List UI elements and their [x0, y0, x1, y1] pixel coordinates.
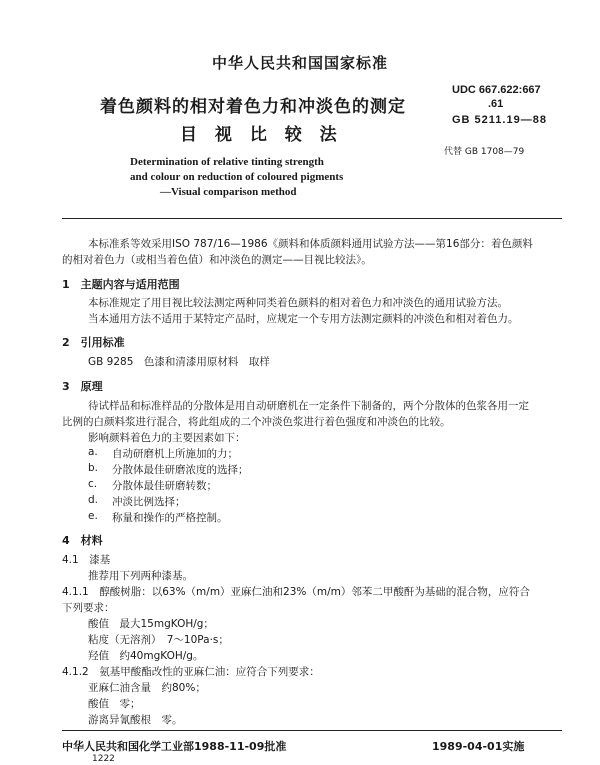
property-line: 粘度（无溶剂） 7～10Pa·s；	[88, 634, 229, 646]
property-line: 酸值 零；	[88, 698, 141, 710]
section3-line3: 影响颜料着色力的主要因素如下：	[88, 432, 246, 444]
list-item: 冲淡比例选择；	[112, 496, 186, 508]
national-standard-label: 中华人民共和国国家标准	[211, 54, 388, 72]
section1-line1: 本标准规定了用目视比较法测定两种同类着色颜料的相对着色力和冲淡色的通用试验方法。	[88, 297, 508, 309]
section411-line2: 下列要求：	[62, 602, 115, 614]
title-en-line1: Determination of relative tinting strength	[130, 156, 324, 168]
section1-heading: 1 主题内容与适用范围	[62, 278, 180, 291]
title-en-line3: —Visual comparison method	[160, 186, 297, 198]
udc-code-continued: .61	[488, 98, 504, 110]
property-line: 酸值 最大15mgKOH/g；	[88, 618, 214, 630]
section2-heading: 2 引用标准	[62, 336, 125, 349]
list-item-label: a.	[88, 446, 98, 458]
list-item: 分散体最佳研磨浓度的选择；	[112, 464, 249, 476]
property-line: 亚麻仁油含量 约80%；	[88, 682, 206, 694]
property-line: 羟值 约40mgKOH/g。	[88, 650, 204, 662]
approval-statement: 中华人民共和国化学工业部1988-11-09批准	[62, 740, 287, 753]
section411-line1: 4.1.1 醇酸树脂：以63%（m/m）亚麻仁油和23%（m/m）邻苯二甲酸酐为基础的混合物，应符合	[62, 586, 530, 598]
list-item: 称量和操作的严格控制。	[112, 512, 228, 524]
intro-line1: 本标准系等效采用ISO 787/16—1986《颜料和体质颜料通用试验方法——第16部分：着色颜料	[88, 238, 533, 250]
effective-date: 1989-04-01实施	[432, 740, 525, 753]
section3-line2: 比例的白颜料浆进行混合，将此组成的二个冲淡色浆进行着色强度和冲淡色的比较。	[62, 416, 451, 428]
page-number: 1222	[92, 754, 115, 764]
list-item-label: e.	[88, 510, 98, 522]
udc-code: UDC 667.622:667	[452, 84, 541, 96]
replaces-standard: 代替 GB 1708—79	[444, 147, 525, 157]
gb-number: GB 5211.19—88	[452, 114, 547, 126]
section41-heading: 4.1 漆基	[62, 554, 111, 566]
footer-divider	[62, 730, 562, 731]
section412-line1: 4.1.2 氨基甲酸酯改性的亚麻仁油：应符合下列要求：	[62, 666, 320, 678]
section3-heading: 3 原理	[62, 380, 103, 393]
header-divider	[62, 218, 562, 219]
section3-line1: 待试样品和标准样品的分散体是用自动研磨机在一定条件下制备的，两个分散体的色浆各用一定	[88, 400, 529, 412]
list-item-label: d.	[88, 494, 99, 506]
title-cn-line1: 着色颜料的相对着色力和冲淡色的测定	[100, 97, 406, 117]
list-item: 分散体最佳研磨转数；	[112, 480, 217, 492]
section4-heading: 4 材料	[62, 534, 103, 547]
list-item: 自动研磨机上所施加的力；	[112, 448, 238, 460]
title-cn-line2: 目 视 比 较 法	[180, 125, 343, 145]
list-item-label: b.	[88, 462, 99, 474]
title-en-line2: and colour on reduction of coloured pigments	[130, 171, 344, 183]
section1-line2: 当本通用方法不适用于某特定产品时，应规定一个专用方法测定颜料的冲淡色和相对着色力。	[88, 313, 519, 325]
section41-line1: 推荐用下列两种漆基。	[88, 570, 193, 582]
property-line: 游离异氰酸根 零。	[88, 714, 183, 726]
section2-line1: GB 9285 色漆和清漆用原材料 取样	[88, 356, 270, 368]
list-item-label: c.	[88, 478, 98, 490]
intro-line2: 的相对着色力（或相当着色值）和冲淡色的测定——目视比较法》。	[62, 254, 372, 266]
